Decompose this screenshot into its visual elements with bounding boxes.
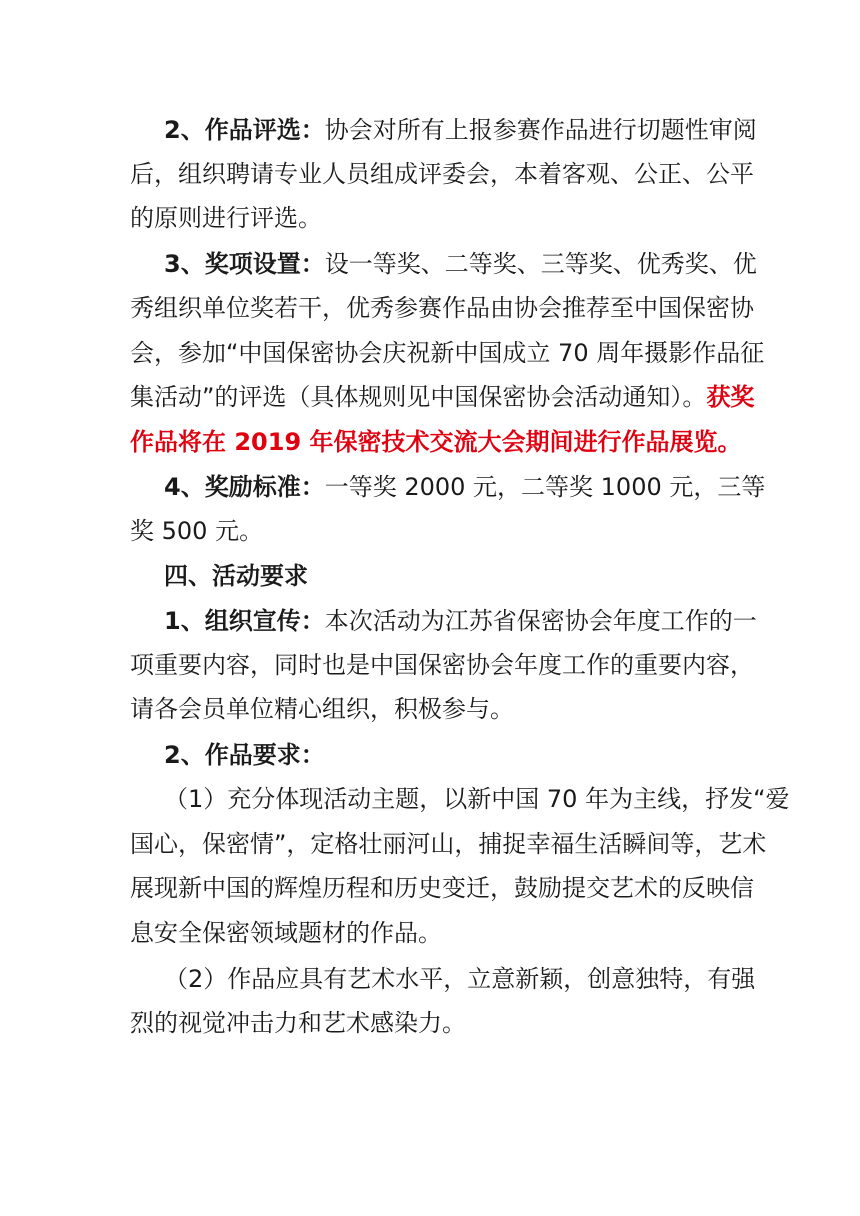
paragraph-line <box>164 112 757 148</box>
paragraph-line <box>130 379 754 415</box>
body-text: 秀组织单位奖若干，优秀参赛作品由协会推荐至中国保密协 <box>130 294 754 322</box>
body-text: 烈的视觉冲击力和艺术感染力。 <box>130 1009 466 1037</box>
paragraph-line <box>164 469 765 505</box>
highlight-text: 作品将在 2019 年保密技术交流大会期间进行作品展览。 <box>130 428 742 456</box>
body-text: 本次活动为江苏省保密协会年度工作的一 <box>324 607 757 635</box>
paragraph-line <box>130 200 322 236</box>
body-text: 协会对所有上报参赛作品进行切题性审阅 <box>324 116 757 144</box>
body-text: 请各会员单位精心组织，积极参与。 <box>130 695 514 723</box>
paragraph-line <box>164 737 325 773</box>
paragraph-line <box>164 603 757 639</box>
body-text: 的原则进行评选。 <box>130 204 322 232</box>
item-heading: 2、作品要求： <box>164 741 325 769</box>
paragraph-line <box>130 691 514 727</box>
paragraph-line <box>130 915 442 951</box>
item-heading: 2、作品评选： <box>164 116 325 144</box>
body-text: 展现新中国的辉煌历程和历史变迁，鼓励提交艺术的反映信 <box>130 874 754 902</box>
paragraph-line <box>130 870 754 906</box>
paragraph-line <box>164 961 755 997</box>
paragraph-line <box>130 290 754 326</box>
paragraph-line <box>130 826 766 862</box>
item-heading: 1、组织宣传： <box>164 607 325 635</box>
paragraph-line <box>130 647 754 683</box>
highlight-text: 获奖 <box>706 383 755 411</box>
body-text: 奖 500 元。 <box>130 517 264 545</box>
paragraph-line <box>130 424 742 460</box>
body-text: 国心，保密情”，定格壮丽河山，捕捉幸福生活瞬间等，艺术 <box>130 830 767 858</box>
body-text: （1）充分体现活动主题，以新中国 70 年为主线，抒发“爱 <box>164 785 790 813</box>
paragraph-line <box>130 1005 466 1041</box>
paragraph-line <box>130 335 764 371</box>
body-text: 会，参加“中国保密协会庆祝新中国成立 70 周年摄影作品征 <box>130 339 765 367</box>
body-text: 项重要内容，同时也是中国保密协会年度工作的重要内容， <box>130 651 754 679</box>
paragraph-line <box>164 781 790 817</box>
body-text: 息安全保密领域题材的作品。 <box>130 919 442 947</box>
section-title: 四、活动要求 <box>164 562 308 590</box>
paragraph-line <box>130 156 754 192</box>
paragraph-line <box>164 246 757 282</box>
body-text: （2）作品应具有艺术水平，立意新颖，创意独特，有强 <box>164 965 756 993</box>
paragraph-line <box>130 513 263 549</box>
item-heading: 3、奖项设置： <box>164 250 325 278</box>
item-heading: 4、奖励标准： <box>164 473 325 501</box>
section-heading <box>164 558 308 594</box>
body-text: 一等奖 2000 元，二等奖 1000 元，三等 <box>324 473 766 501</box>
body-text: 集活动”的评选（具体规则见中国保密协会活动通知）。 <box>130 383 707 411</box>
body-text: 设一等奖、二等奖、三等奖、优秀奖、优 <box>324 250 757 278</box>
body-text: 后，组织聘请专业人员组成评委会，本着客观、公正、公平 <box>130 160 754 188</box>
